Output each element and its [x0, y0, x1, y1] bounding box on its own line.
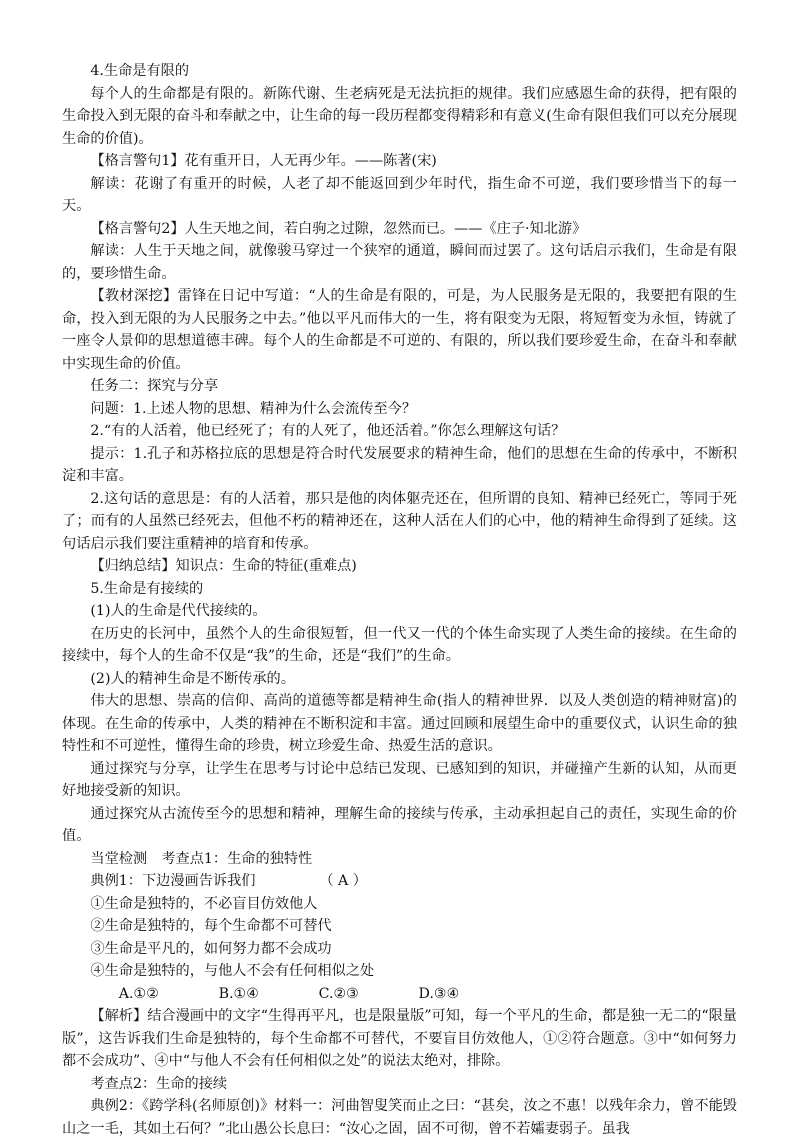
choice-c: C.②③ [318, 985, 359, 1002]
paragraph: 【格言警句1】花有重开日，人无再少年。——陈著(宋) [90, 153, 437, 169]
paragraph: 提示：1.孔子和苏格拉底的思想是符合时代发展要求的精神生命，他们的思想在生命的传承中，不断积淀和丰富。 [62, 445, 737, 484]
paragraph: 【解析】结合漫画中的文字“生得再平凡，也是限量版”可知，每一个平凡的生命，都是独一无二的“限量版”，这告诉我们生命是独特的，每个生命都不可替代，不要盲目仿效他人，①②符合题意。③中“如何努力都不会成功”、④中“与他人不会有任何相似之处”的说法太绝对，排除。 [62, 1008, 737, 1069]
paragraph: 考查点2：生命的接续 [90, 1075, 228, 1092]
paragraph: (2)人的精神生命是不断传承的。 [90, 670, 295, 687]
paragraph: 解读：人生于天地之间，就像骏马穿过一个狭窄的通道，瞬间而过罢了。这句话启示我们，生命是有限的，要珍惜生命。 [62, 243, 737, 282]
paragraph: 典例2：《跨学科(名师原创)》材料一：河曲智叟笑而止之曰：“甚矣，汝之不惠！以残年余力，曾不能毁山之一毛，其如土石何？”北山愚公长息曰：“汝心之固，固不可彻，曾不若孀妻弱子。虽我 [62, 1098, 737, 1137]
paragraph: 通过探究与分享，让学生在思考与讨论中总结已发现、已感知到的知识，并碰撞产生新的认知，从而更好地接受新的知识。 [62, 760, 737, 799]
paragraph: 通过探究从古流传至今的思想和精神，理解生命的接续与传承，主动承担起自己的责任，实现生命的价值。 [62, 805, 737, 844]
paragraph: 伟大的思想、崇高的信仰、高尚的道德等都是精神生命(指人的精神世界．以及人类创造的精神财富)的体现。在生命的传承中，人类的精神在不断积淀和丰富。通过回顾和展望生命中的重要仪式，认识生命的独特性和不可逆性，懂得生命的珍贵，树立珍爱生命、热爱生活的意识。 [62, 693, 737, 754]
paragraph: 解读：花谢了有重开的时候，人老了却不能返回到少年时代，指生命不可逆，我们要珍惜当下的每一天。 [62, 175, 737, 214]
paragraph: 2.“有的人活着，他已经死了；有的人死了，他还活着。”你怎么理解这句话？ [90, 423, 566, 439]
paragraph: 5.生命是有接续的 [90, 580, 204, 597]
paragraph: 4.生命是有限的 [90, 63, 190, 79]
paragraph: 任务二：探究与分享 [90, 378, 219, 394]
option-item: ②生命是独特的，每个生命都不可替代 [90, 918, 332, 934]
option-item: ①生命是独特的，不必盲目仿效他人 [90, 895, 318, 912]
paragraph: 【教材深挖】雷锋在日记中写道：“人的生命是有限的，可是，为人民服务是无限的，我要把有限的生命，投入到无限的为人民服务之中去。”他以平凡而伟大的一生，将有限变为无限，将短暂变为永恒，铸就了一座令人景仰的思想道德丰碑。每个人的生命都是不可逆的、有限的，所以我们要珍爱生命，在奋斗和奉献中实现生命的价值。 [62, 288, 737, 372]
question-stem: 典例1：下边漫画告诉我们 （ A ） [90, 873, 367, 889]
document-page [62, 60, 737, 1140]
choice-b: B.①④ [218, 985, 259, 1002]
paragraph: (1)人的生命是代代接续的。 [90, 603, 267, 619]
paragraph: 【归纳总结】知识点：生命的特征(重难点) [90, 558, 357, 574]
option-item: ④生命是独特的，与他人不会有任何相似之处 [90, 963, 375, 979]
option-item: ③生命是平凡的，如何努力都不会成功 [90, 940, 332, 957]
paragraph: 在历史的长河中，虽然个人的生命很短暂，但一代又一代的个体生命实现了人类生命的接续。在生命的接续中，每个人的生命不仅是“我”的生命，还是“我们”的生命。 [62, 625, 737, 664]
paragraph: 【格言警句2】人生天地之间，若白驹之过隙，忽然而已。——《庄子·知北游》 [90, 220, 587, 237]
choice-a: A.①② [118, 985, 159, 1002]
paragraph: 当堂检测 考查点1：生命的独特性 [90, 850, 313, 867]
paragraph: 2.这句话的意思是：有的人活着，那只是他的肉体躯壳还在，但所谓的良知、精神已经死亡，等同于死了；而有的人虽然已经死去，但他不朽的精神还在，这种人活在人们的心中，他的精神生命得到了延续。这句话启示我们要注重精神的培育和传承。 [62, 490, 737, 552]
answer-choices [62, 983, 737, 1006]
paragraph: 每个人的生命都是有限的。新陈代谢、生老病死是无法抗拒的规律。我们应感恩生命的获得，把有限的生命投入到无限的奋斗和奉献之中，让生命的每一段历程都变得精彩和有意义(生命有限但我们可以充分展现生命的价值)。 [62, 85, 737, 147]
choice-d: D.③④ [418, 985, 460, 1002]
paragraph: 问题：1.上述人物的思想、精神为什么会流传至今？ [90, 400, 417, 417]
